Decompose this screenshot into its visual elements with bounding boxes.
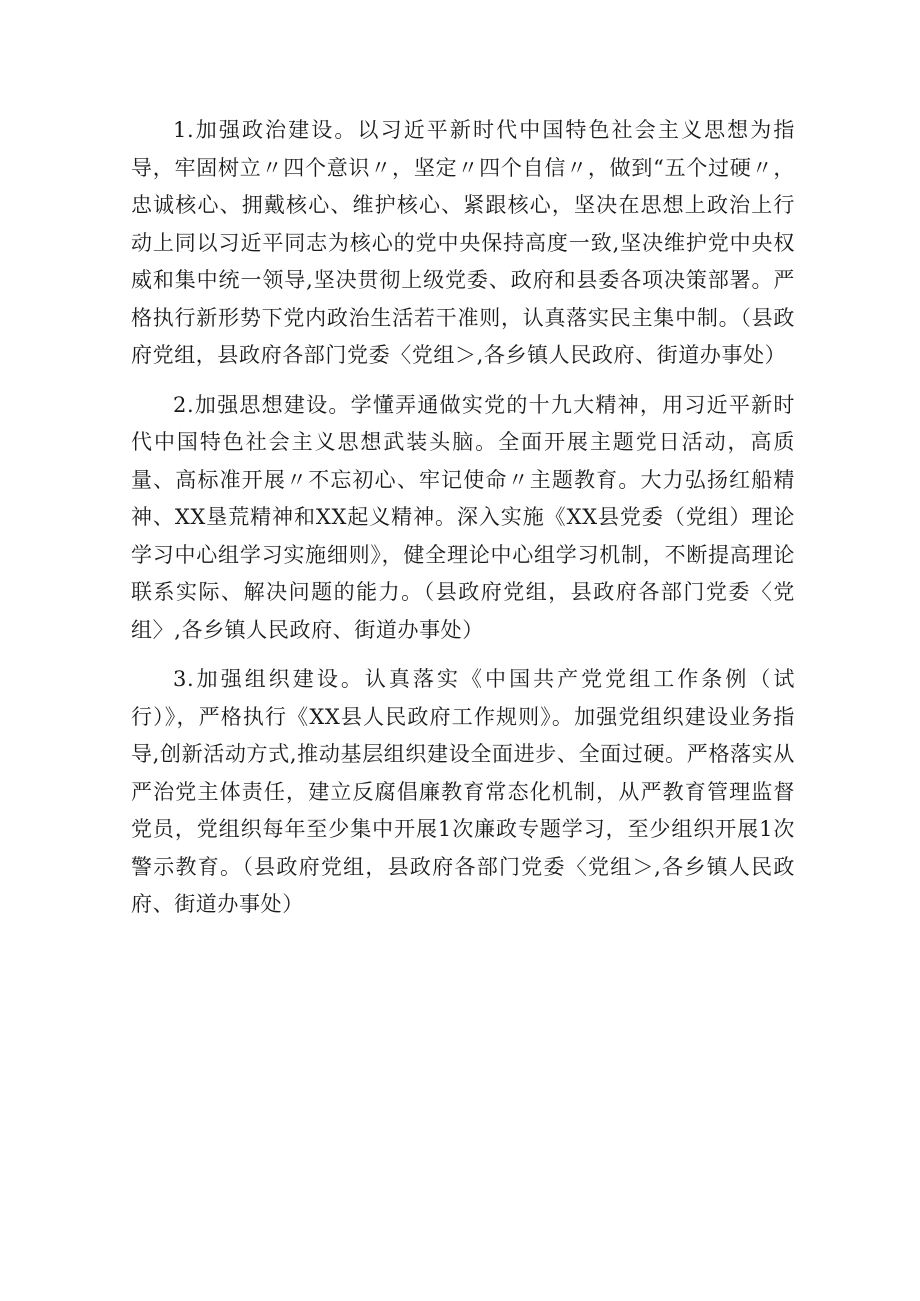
paragraph-political-building: 1.加强政治建设。以习近平新时代中国特色社会主义思想为指导，牢固树立〃四个意识〃，坚定〃四个自信〃，做到“五个过硬〃，忠诚核心、拥戴核心、维护核心、紧跟核心，坚决在思想上政治上行动上同以习近平同志为核心的党中央保持高度一致,坚决维护党中央权威和集中统一领导,坚决贯彻上级党委、政府和县委各项决策部署。严格执行新形势下党内政治生活若干准则，认真落实民主集中制。（县政府党组，县政府各部门党委〈党组＞,各乡镇人民政府、街道办事处） [131,118,795,367]
document-body [131,112,795,936]
paragraph-ideological-building: 2.加强思想建设。学懂弄通做实党的十九大精神，用习近平新时代中国特色社会主义思想武装头脑。全面开展主题党日活动，高质量、高标准开展〃不忘初心、牢记使命〃主题教育。大力弘扬红船精神、XX垦荒精神和XX起义精神。深入实施《XX县党委（党组）理论学习中心组学习实施细则》，健全理论中心组学习机制，不断提高理论联系实际、解决问题的能力。（县政府党组，县政府各部门党委〈党组〉,各乡镇人民政府、街道办事处） [131,392,795,642]
paragraph-organizational-building: 3.加强组织建设。认真落实《中国共产党党组工作条例（试行）》，严格执行《XX县人民政府工作规则》。加强党组织建设业务指导,创新活动方式,推动基层组织建设全面进步、全面过硬。严格落实从严治党主体责任，建立反腐倡廉教育常态化机制，从严教育管理监督党员，党组织每年至少集中开展1次廉政专题学习，至少组织开展1次警示教育。（县政府党组，县政府各部门党委〈党组＞,各乡镇人民政府、街道办事处） [131,667,795,916]
